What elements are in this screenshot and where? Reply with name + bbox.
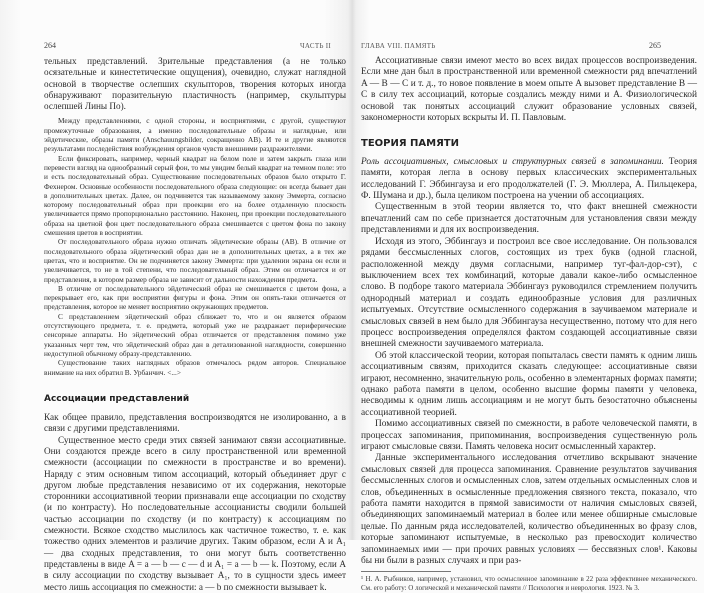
section-heading: Ассоциации представлений <box>44 393 190 404</box>
paragraph: Данные экспериментального исследования отчетливо вскрывают значение смысловых связей для процесса запоминания. Сравнение результатов заучивания бессмысленных слогов и осмысленных слов, затем отдельных осмысленных слов и слов, объединенных в осмысленные предложения связного текста, показало, что работа памяти находится в прямой зависимости от наличия смысловых связей, объединяющих запоминаемый материал в более или менее обширные смысловые целые. По данным ряда исследователей, количество объединенных во фразу слов, которые запоминают испытуемые, в несколько раз превосходит количество запоминаемых ими — при прочих равных условиях — бессвязных слов¹. Каковы бы ни были в разных случаях и при раз- <box>361 453 697 567</box>
paragraph: Существование таких наглядных образов отмечалось рядом авторов. Специальное внимание на них обратил В. Урбанчич. <...> <box>44 358 346 377</box>
right-page-body <box>361 56 697 593</box>
paragraph-text: Теория памяти, которая легла в основу первых классических экспериментальных исследований Г. Эббингауза и его продолжателей (Г. Э. Мюллера, А. Пильцекера, Ф. Шумана и др.), была целиком построена на учении об ассоциациях. <box>361 156 698 202</box>
italic-lead-in: Роль ассоциативных, смысловых и структурных связей в запоминании. <box>361 156 664 167</box>
paragraph: От последовательного образа нужно отличать эйдетические образы (АВ). В отличие от последовательного образа эйдетический образ дан не в дополнительных цветах, а в тех же цветах, что и восприятие. Он не подчиняется закону Эммерта: при удалении экрана он если и увеличивается, то не в той степени, что последовательный образ. Этим он отличается и от представления, в котором размер образа не зависит от дальности нахождения предмета. <box>44 237 346 284</box>
footnote-divider <box>361 571 451 572</box>
section-heading: ТЕОРИЯ ПАМЯТИ <box>361 138 459 150</box>
paragraph: В отличие от последовательного эйдетический образ не смешивается с цветом фона, а перекрывает его, как при восприятии фигуры и фона. Этим он опять-таки отличается от представления, которое не меняет восприятию окружающих предметов. <box>44 283 346 312</box>
footnote: ¹ Н. А. Рыбников, например, установил, что осмысленное запоминание в 22 раза эффективнее механического. См. его работу: О логической и механической памяти // Психология и неврология. 1923. № 3. <box>361 575 697 593</box>
paragraph: Как общее правило, представления воспроизводятся не изолированно, а в связи с другими представлениями. <box>44 412 346 434</box>
paragraph: Ассоциативные связи имеют место во всех видах процессов воспроизведения. Если мне дан был в пространственной или временной смежности ряд впечатлений A — B — C и т. д., то новое появление в моем опыте A вызовет представление B — C в силу тех ассоциаций, которые создались между ними и A. Физиологической основой так понятых ассоциаций служит образование условных связей, закономерности которых вскрыты И. П. Павловым. <box>361 56 697 124</box>
paragraph: Исходя из этого, Эббингауз и построил все свое исследование. Он пользовался рядами бессмысленных слогов, состоящих из трех букв (одной гласной, расположенной между двумя согласными, например туг-фал-дор-сэт), с выключением всех тех комбинаций, которые давали какое-либо осмысленное слово. В подборе такого материала Эббингауз руководился стремлением получить однородный материал и создать единообразные условия для различных испытуемых. Отсутствие осмысленного содержания в заучиваемом материале и смысловых связей в нем было для Эббингауза несущественно, потому что для него процесс воспроизведения определялся фактом создающей ассоциативные связи внешней смежности заучиваемого материала. <box>361 236 697 350</box>
paragraph <box>361 157 697 203</box>
book-gutter <box>348 0 356 540</box>
left-page-body <box>44 56 346 593</box>
page-number-left: 264 <box>44 41 56 50</box>
paragraph: тельных представлений. Зрительные представления (а не только осязательные и кинестетические ощущения), очевидно, служат наглядной основой в творчестве ослепших скульпторов, творения которых иногда обнаруживают поразительную пластичность (например, скульптуры ослепшей Лины По). <box>44 56 346 112</box>
right-page <box>352 0 704 593</box>
page-number-right: 265 <box>649 41 661 50</box>
running-head-right: ГЛАВА VIII. ПАМЯТЬ <box>361 42 436 50</box>
small-print-excerpt <box>44 116 346 376</box>
left-page <box>0 0 352 592</box>
paragraph: Об этой классической теории, которая попыталась свести память к одним лишь ассоциативным связям, приходится сказать следующее: ассоциативные связи играют, несомненно, значительную роль, особенно в элементарных формах памяти; однако работа памяти в целом, особенно высшие формы памяти у человека, несводимы к одним лишь ассоциациям и не могут быть безостаточно объяснены ассоциативной теорией. <box>361 350 697 418</box>
paragraph: Существенное место среди этих связей занимают связи ассоциативные. Они создаются прежде всего в силу пространственной или временной смежности (ассоциации по смежности в пространстве и во времени). Наряду с этим основным типом ассоциаций, который объединяет друг с другом любые представления независимо от их содержания, некоторые сторонники ассоциативной теории признавали еще ассоциации по сходству (и по контрасту). Но последовательные ассоцианисты сводили большей частью ассоциации по сходству (и по контрасту) к ассоциациям по смежности. Всякое сходство мыслилось как частичное тожество, т. е. как тожество одних элементов и различие других. Таким образом, если A и A₁ — два сходных представления, то они могут быть соответственно представлены в виде A = a — b — c — d и A₁ = a — b — k. Поэтому, если A в силу ассоциации по сходству вызывает A₁, то в сущности здесь имеет место лишь ассоциация по смежности: a — b по смежности вызывает k. <box>44 434 346 592</box>
paragraph: Между представлениями, с одной стороны, и восприятиями, с другой, существуют промежуточные образования, а именно последовательные образы и наглядные, или эйдетические, образы памяти (Anschauungsbilder, сокращенно АВ). И те и другие являются результатами последействия возбуждения органов чувств внешними раздражителями. <box>44 116 346 154</box>
paragraph: Существенным в этой теории является то, что факт внешней смежности впечатлений сам по себе признается достаточным для установления связи между представлениями и для их воспроизведения. <box>361 202 697 236</box>
paragraph: Если фиксировать, например, черный квадрат на белом поле и затем закрыть глаза или перевести взгляд на однообразный серый фон, то мы увидим белый квадрат на темном поле: это и есть последовательный образ. Существование последовательных образов было открыто Г. Фехнером. Основные особенности последовательного образа следующие: он всегда бывает дан в дополнительных цветах. Далее, он подчиняется так называемому закону Эммерта, согласно которому последовательный образ при проекции его на более отдаленную плоскость увеличивается прямо пропорционально расстоянию. Наконец, при проекции последовательного образа на цветной фон цвет последовательного образа смешивается с цветом фона по закону смешения цветов в восприятии. <box>44 153 346 238</box>
paragraph: Помимо ассоциативных связей по смежности, в работе человеческой памяти, в процессах запоминания, припоминания, воспроизведения существенную роль играют смысловые связи. Память человека носит осмысленный характер. <box>361 419 697 452</box>
paragraph: С представлением эйдетический образ сближает то, что и он является образом отсутствующего предмета, т. е. предмета, который уже не раздражает периферические сенсорные аппараты. Но эйдетический образ отличается от представления помимо уже указанных черт тем, что эйдетический образ дан в детализованной наглядности, совершенно недоступной обычному образу-представлению. <box>44 311 346 358</box>
running-head-left: ЧАСТЬ II <box>300 42 332 50</box>
